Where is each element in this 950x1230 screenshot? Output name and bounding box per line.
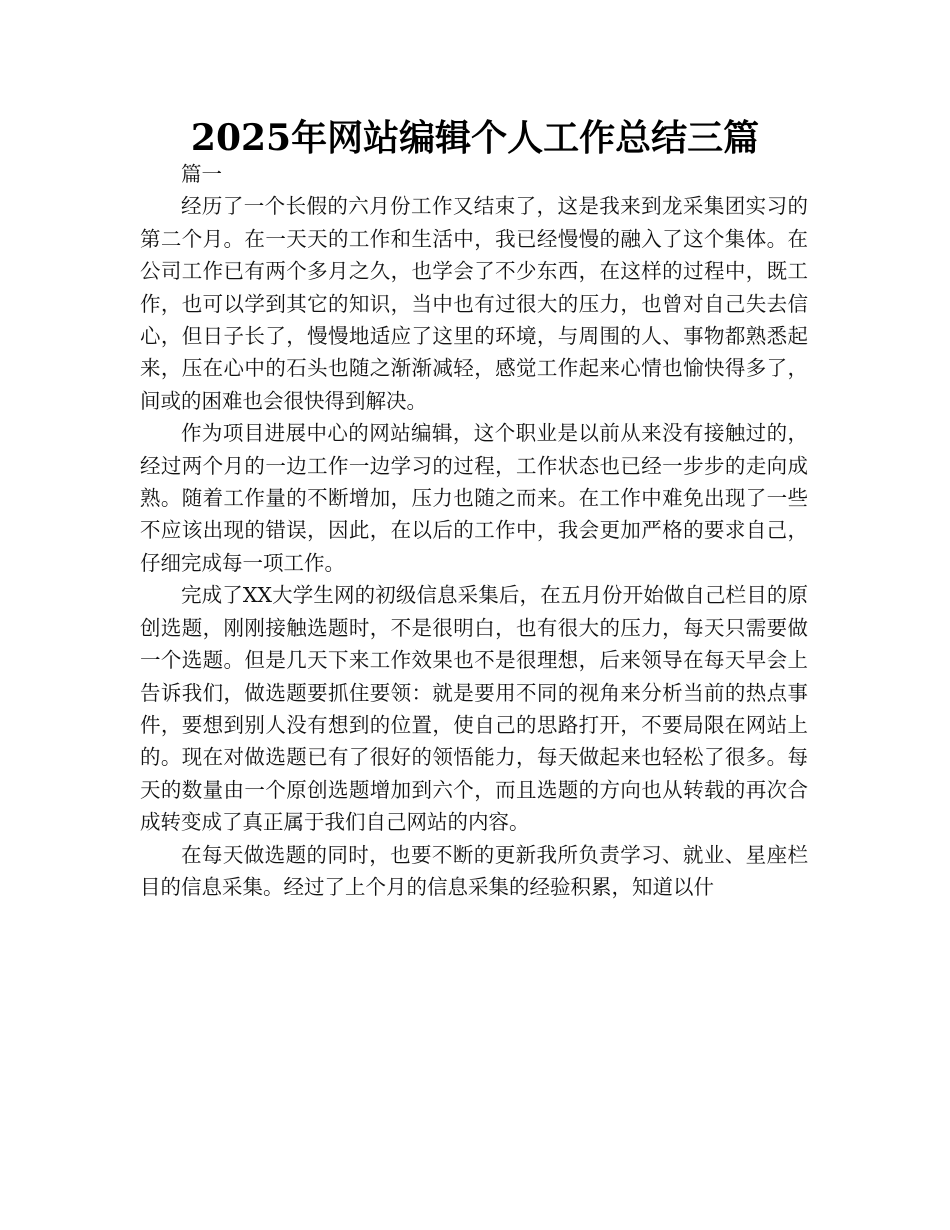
body-paragraph: 经历了一个长假的六月份工作又结束了，这是我来到龙采集团实习的第二个月。在一天天的工作和生活中，我已经慢慢的融入了这个集体。在公司工作已有两个多月之久，也学会了不少东西，在这样的过程中，既工作，也可以学到其它的知识，当中也有过很大的压力，也曾对自己失去信心，但日子长了，慢慢地适应了这里的环境，与周围的人、事物都熟悉起来，压在心中的石头也随之渐渐减轻，感觉工作起来心情也愉快得多了，间或的困难也会很快得到解决。 (140, 194, 808, 413)
document-title: 2025年网站编辑个人工作总结三篇 (190, 117, 760, 159)
section-label: 篇一 (181, 162, 222, 186)
body-paragraph: 作为项目进展中心的网站编辑，这个职业是以前从来没有接触过的，经过两个月的一边工作一边学习的过程，工作状态也已经一步步的走向成熟。随着工作量的不断增加，压力也随之而来。在工作中难免出现了一些不应该出现的错误，因此，在以后的工作中，我会更加严格的要求自己，仔细完成每一项工作。 (140, 421, 808, 575)
body-paragraph: 在每天做选题的同时，也要不断的更新我所负责学习、就业、星座栏目的信息采集。经过了上个月的信息采集的经验积累，知道以什 (140, 842, 808, 899)
document-body (140, 158, 808, 903)
body-paragraph: 完成了XX大学生网的初级信息采集后，在五月份开始做自己栏目的原创选题，刚刚接触选题时，不是很明白，也有很大的压力，每天只需要做一个选题。但是几天下来工作效果也不是很理想，后来领导在每天早会上告诉我们，做选题要抓住要领：就是要用不同的视角来分析当前的热点事件，要想到别人没有想到的位置，使自己的思路打开，不要局限在网站上的。现在对做选题已有了很好的领悟能力，每天做起来也轻松了很多。每天的数量由一个原创选题增加到六个，而且选题的方向也从转载的再次合成转变成了真正属于我们自己网站的内容。 (140, 583, 808, 835)
